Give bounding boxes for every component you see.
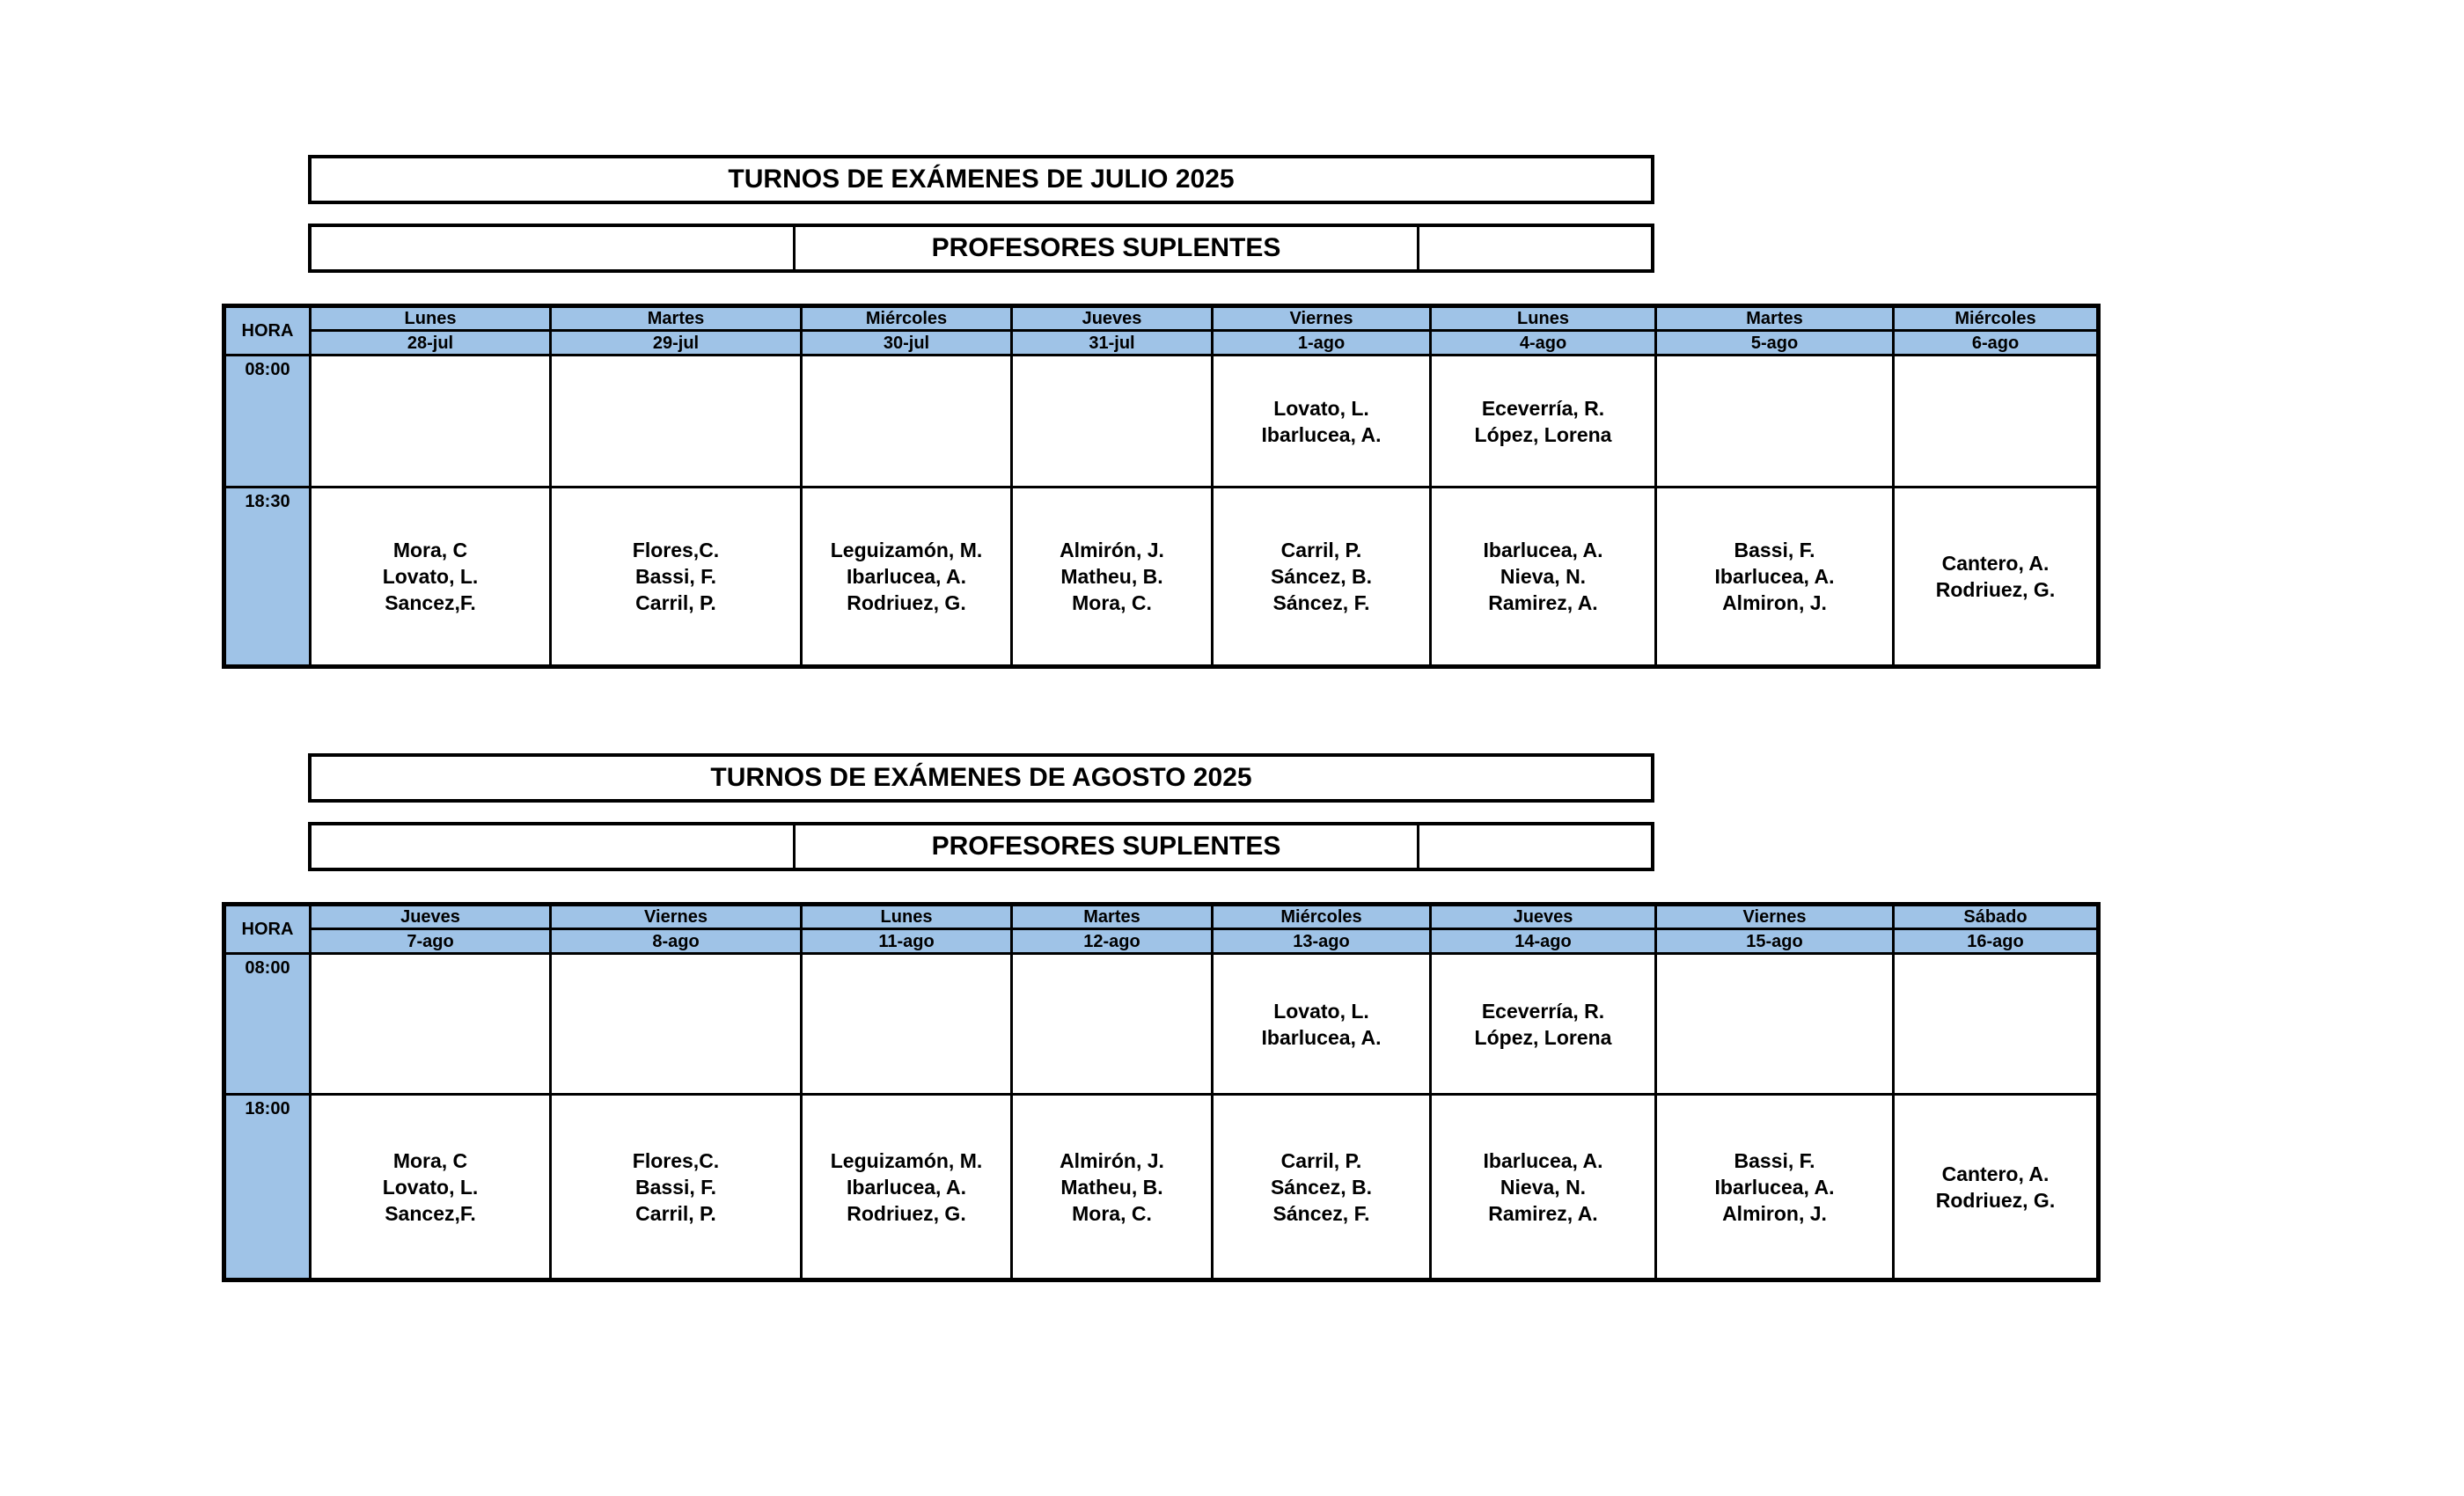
teacher-name: Sáncez, B.: [1270, 565, 1373, 588]
schedule-cell: [802, 488, 1012, 667]
time-label: 08:00: [224, 954, 311, 1095]
schedule-cell: [311, 954, 551, 1095]
hora-header: HORA: [224, 306, 311, 356]
teacher-name: Bassi, F.: [1734, 1148, 1815, 1172]
teacher-name: Eceverría, R.: [1481, 396, 1605, 420]
teacher-name: Leguizamón, M.: [830, 539, 983, 561]
schedule-cell: [1431, 1095, 1656, 1280]
schedule-cell: [1213, 1095, 1431, 1280]
teacher-name: Ibarlucea, A.: [1714, 565, 1835, 588]
julio-schedule-table: [222, 304, 2101, 669]
day-header: Martes: [1012, 905, 1213, 929]
schedule-cell: [1012, 954, 1213, 1095]
schedule-cell: [311, 488, 551, 667]
date-header: 1-ago: [1213, 331, 1431, 356]
day-row: [224, 306, 2099, 331]
day-row: [224, 905, 2099, 929]
teacher-name: Almiron, J.: [1722, 1201, 1827, 1225]
teacher-name: Bassi, F.: [634, 1175, 717, 1199]
day-header: Lunes: [1431, 306, 1656, 331]
teacher-name: Bassi, F.: [1734, 539, 1815, 561]
teacher-name: Rodriuez, G.: [1935, 578, 2056, 601]
schedule-cell: [1213, 356, 1431, 488]
teacher-name: Rodriuez, G.: [847, 1201, 966, 1225]
julio-suplentes-left-blank: [312, 227, 796, 269]
teacher-name: Rodriuez, G.: [847, 591, 966, 614]
day-header: Jueves: [1431, 905, 1656, 929]
teacher-name: Bassi, F.: [634, 565, 717, 588]
teacher-name: Lovato, L.: [382, 1175, 479, 1199]
day-header: Martes: [551, 306, 802, 331]
schedule-cell: [311, 356, 551, 488]
teacher-name: Almirón, J.: [1060, 539, 1164, 561]
time-label: 08:00: [224, 356, 311, 488]
date-header: 13-ago: [1213, 929, 1431, 954]
schedule-cell: [1012, 488, 1213, 667]
teacher-name: Nieva, N.: [1500, 1175, 1587, 1199]
date-header: 28-jul: [311, 331, 551, 356]
schedule-cell: [551, 954, 802, 1095]
schedule-cell: [802, 356, 1012, 488]
date-header: 31-jul: [1012, 331, 1213, 356]
day-header: Lunes: [311, 306, 551, 331]
agosto-suplentes-header: [308, 822, 1654, 871]
schedule-cell: [802, 1095, 1012, 1280]
day-header: Sábado: [1894, 905, 2099, 929]
date-header: 11-ago: [802, 929, 1012, 954]
schedule-cell: [1431, 954, 1656, 1095]
teacher-name: Carril, P.: [635, 591, 716, 614]
schedule-cell: [1012, 1095, 1213, 1280]
schedule-cell: [1656, 1095, 1894, 1280]
day-header: Miércoles: [1894, 306, 2099, 331]
schedule-cell: [551, 488, 802, 667]
teacher-name: Mora, C.: [1072, 591, 1152, 614]
teacher-name: López, Lorena: [1474, 1025, 1612, 1049]
teacher-name: Almirón, J.: [1060, 1148, 1164, 1172]
julio-suplentes-label: PROFESORES SUPLENTES: [796, 227, 1419, 269]
teacher-name: Cantero, A.: [1941, 1162, 2050, 1185]
teacher-name: Ibarlucea, A.: [847, 1175, 966, 1199]
day-header: Viernes: [551, 905, 802, 929]
teacher-name: Sancez,F.: [385, 591, 476, 614]
teacher-name: Matheu, B.: [1060, 565, 1163, 588]
day-header: Viernes: [1656, 905, 1894, 929]
date-header: 15-ago: [1656, 929, 1894, 954]
schedule-cell: [1894, 356, 2099, 488]
teacher-name: Mora, C: [392, 1148, 468, 1172]
date-header: 30-jul: [802, 331, 1012, 356]
teacher-name: Ibarlucea, A.: [1714, 1175, 1835, 1199]
agosto-schedule-table: [222, 902, 2101, 1282]
teacher-name: Leguizamón, M.: [830, 1148, 983, 1172]
teacher-name: Rodriuez, G.: [1935, 1188, 2056, 1212]
date-header: 12-ago: [1012, 929, 1213, 954]
time-slot-row: [224, 1095, 2099, 1280]
schedule-cell: [551, 1095, 802, 1280]
time-slot-row: [224, 356, 2099, 488]
day-header: Miércoles: [1213, 905, 1431, 929]
teacher-name: Sáncez, B.: [1270, 1175, 1373, 1199]
teacher-name: Sáncez, F.: [1272, 591, 1370, 614]
teacher-name: Cantero, A.: [1941, 552, 2050, 575]
julio-title: TURNOS DE EXÁMENES DE JULIO 2025: [308, 155, 1654, 204]
julio-table-body: [224, 306, 2099, 667]
teacher-name: Ramirez, A.: [1488, 1201, 1598, 1225]
schedule-cell: [1656, 356, 1894, 488]
schedule-cell: [1894, 488, 2099, 667]
teacher-name: Carril, P.: [1280, 1148, 1362, 1172]
teacher-name: Flores,C.: [632, 1148, 720, 1172]
agosto-table-body: [224, 905, 2099, 1280]
hora-header: HORA: [224, 905, 311, 954]
day-header: Miércoles: [802, 306, 1012, 331]
teacher-name: Mora, C: [392, 539, 468, 561]
teacher-name: Lovato, L.: [1273, 999, 1369, 1023]
schedule-cell: [1213, 954, 1431, 1095]
date-header: 29-jul: [551, 331, 802, 356]
schedule-cell: [551, 356, 802, 488]
teacher-name: Carril, P.: [1280, 539, 1362, 561]
julio-suplentes-right-blank: [1419, 227, 1651, 269]
date-header: 14-ago: [1431, 929, 1656, 954]
teacher-name: Lovato, L.: [1273, 396, 1369, 420]
time-slot-row: [224, 954, 2099, 1095]
schedule-cell: [1431, 488, 1656, 667]
teacher-name: Ramirez, A.: [1488, 591, 1598, 614]
date-header: 8-ago: [551, 929, 802, 954]
teacher-name: Lovato, L.: [382, 565, 479, 588]
agosto-title: TURNOS DE EXÁMENES DE AGOSTO 2025: [308, 753, 1654, 803]
day-header: Jueves: [1012, 306, 1213, 331]
day-header: Jueves: [311, 905, 551, 929]
date-row: [224, 331, 2099, 356]
teacher-name: Ibarlucea, A.: [1483, 1148, 1603, 1172]
time-slot-row: [224, 488, 2099, 667]
day-header: Martes: [1656, 306, 1894, 331]
agosto-suplentes-left-blank: [312, 825, 796, 868]
agosto-suplentes-right-blank: [1419, 825, 1651, 868]
teacher-name: Flores,C.: [632, 539, 720, 561]
teacher-name: Sáncez, F.: [1272, 1201, 1370, 1225]
date-header: 5-ago: [1656, 331, 1894, 356]
teacher-name: Ibarlucea, A.: [1483, 539, 1603, 561]
date-header: 6-ago: [1894, 331, 2099, 356]
teacher-name: Eceverría, R.: [1481, 999, 1605, 1023]
teacher-name: Sancez,F.: [385, 1201, 476, 1225]
date-header: 16-ago: [1894, 929, 2099, 954]
teacher-name: Ibarlucea, A.: [1261, 1025, 1382, 1049]
teacher-name: Nieva, N.: [1500, 565, 1587, 588]
date-header: 4-ago: [1431, 331, 1656, 356]
teacher-name: Ibarlucea, A.: [847, 565, 966, 588]
schedule-cell: [311, 1095, 551, 1280]
schedule-cell: [1012, 356, 1213, 488]
teacher-name: Ibarlucea, A.: [1261, 422, 1382, 446]
schedule-cell: [1894, 954, 2099, 1095]
julio-suplentes-header: [308, 224, 1654, 273]
day-header: Viernes: [1213, 306, 1431, 331]
teacher-name: Matheu, B.: [1060, 1175, 1163, 1199]
date-header: 7-ago: [311, 929, 551, 954]
agosto-suplentes-label: PROFESORES SUPLENTES: [796, 825, 1419, 868]
schedule-cell: [1894, 1095, 2099, 1280]
schedule-cell: [802, 954, 1012, 1095]
date-row: [224, 929, 2099, 954]
schedule-cell: [1656, 954, 1894, 1095]
time-label: 18:00: [224, 1095, 311, 1280]
teacher-name: Almiron, J.: [1722, 591, 1827, 614]
teacher-name: Carril, P.: [635, 1201, 716, 1225]
schedule-cell: [1431, 356, 1656, 488]
teacher-name: López, Lorena: [1474, 422, 1612, 446]
teacher-name: Mora, C.: [1072, 1201, 1152, 1225]
time-label: 18:30: [224, 488, 311, 667]
day-header: Lunes: [802, 905, 1012, 929]
schedule-cell: [1213, 488, 1431, 667]
schedule-cell: [1656, 488, 1894, 667]
